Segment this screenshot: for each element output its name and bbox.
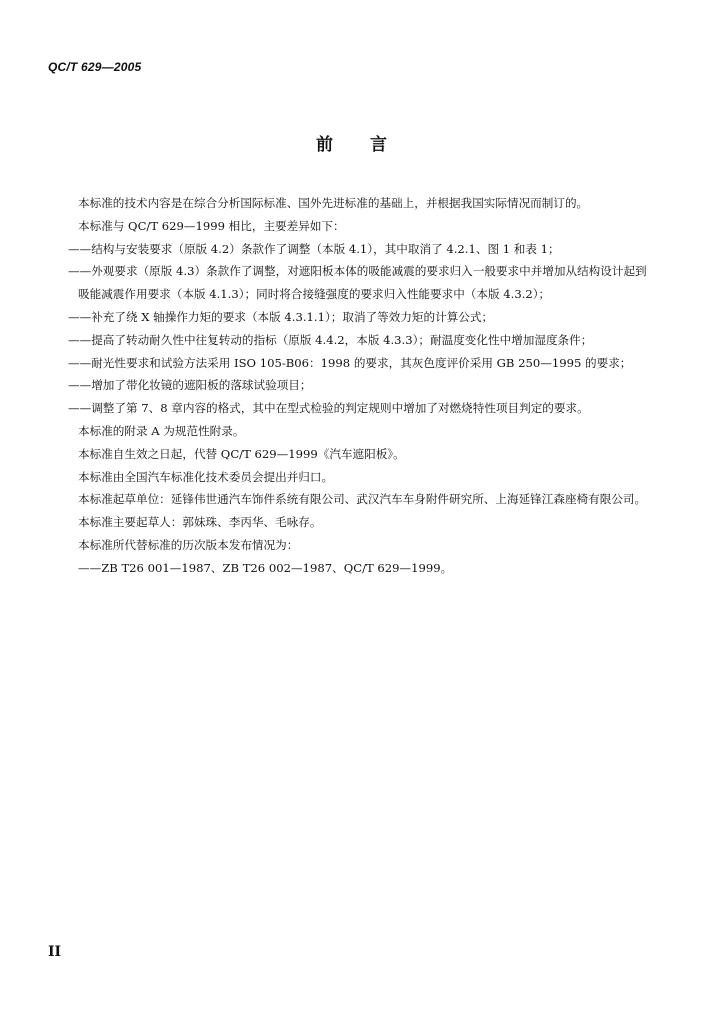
list-item: ——提高了转动耐久性中往复转动的指标（原版 4.4.2，本版 4.3.3）；耐温度变化性中增加湿度条件；: [68, 332, 593, 347]
page-title: 前 言: [316, 135, 388, 155]
list-item: ——调整了第 7、8 章内容的格式，其中在型式检验的判定规则中增加了对燃烧特性项目判定的要求。: [68, 401, 589, 416]
document-body: [48, 192, 658, 580]
paragraph: 本标准主要起草人：郭妹珠、李丙华、毛咏存。: [78, 515, 322, 530]
page-number: II: [48, 944, 62, 960]
paragraph: 本标准所代替标准的历次版本发布情况为：: [78, 537, 299, 552]
paragraph: 本标准自生效之日起，代替 QC/T 629—1999《汽车遮阳板》。: [78, 446, 405, 461]
list-item: ——外观要求（原版 4.3）条款作了调整，对遮阳板本体的吸能减震的要求归入一般要求中并增加从结构设计起到吸能减震作用要求（本版 4.1.3）；同时将合接缝强度的要求归入性能要求中（本版 4.3.2）；: [68, 264, 647, 302]
paragraph: 本标准的附录 A 为规范性附录。: [78, 423, 245, 438]
standard-code: QC/T 629—2005: [48, 60, 142, 74]
paragraph: 本标准由全国汽车标准化技术委员会提出并归口。: [78, 469, 334, 484]
paragraph: ——ZB T26 001—1987、ZB T26 002—1987、QC/T 629—1999。: [78, 560, 453, 575]
list-item: ——增加了带化妆镜的遮阳板的落球试验项目；: [68, 378, 312, 393]
list-item: ——结构与安装要求（原版 4.2）条款作了调整（本版 4.1），其中取消了 4.2.1、图 1 和表 1；: [68, 241, 560, 256]
paragraph: 本标准起草单位：延锋伟世通汽车饰件系统有限公司、武汉汽车车身附件研究所、上海延锋江森座椅有限公司。: [78, 492, 647, 507]
list-item: ——补充了绕 X 轴操作力矩的要求（本版 4.3.1.1）；取消了等效力矩的计算公式；: [68, 309, 494, 324]
paragraph: 本标准的技术内容是在综合分析国际标准、国外先进标准的基础上，并根据我国实际情况而制订的。: [78, 196, 589, 210]
paragraph: 本标准与 QC/T 629—1999 相比，主要差异如下：: [78, 218, 345, 233]
list-item: ——耐光性要求和试验方法采用 ISO 105-B06：1998 的要求，其灰色度评价采用 GB 250—1995 的要求；: [68, 355, 632, 370]
